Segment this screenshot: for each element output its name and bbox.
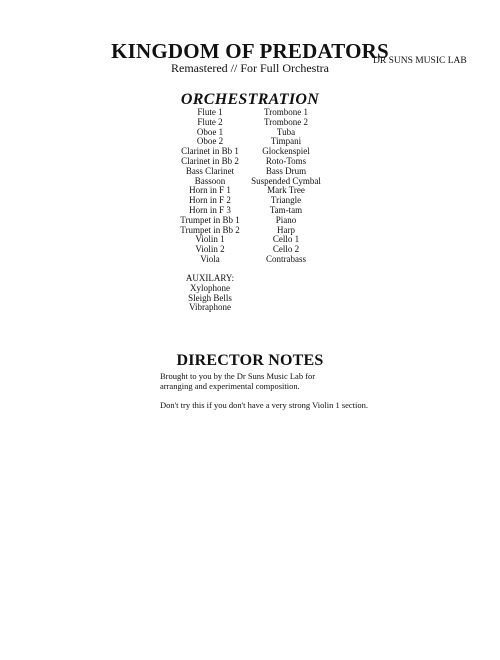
instrument-item: Horn in F 3 <box>189 204 231 215</box>
auxiliary-label: AUXILARY: <box>185 273 235 283</box>
notes-line: arranging and experimental composition. <box>160 380 300 391</box>
instrument-item: Roto-Toms <box>265 155 307 166</box>
instrument-item: Violin 1 <box>195 234 225 245</box>
instrument-item: Trombone 1 <box>264 107 308 117</box>
piece-title: KINGDOM OF PREDATORS <box>111 39 389 63</box>
instrument-item: Bass Drum <box>265 165 307 176</box>
instrument-item: Viola <box>200 253 220 264</box>
instrument-item: Tuba <box>276 126 296 137</box>
instrument-item: Oboe 1 <box>196 126 224 137</box>
instrument-item: Horn in F 1 <box>189 185 231 196</box>
instrument-item: Cello 1 <box>272 234 300 245</box>
instrument-item: Clarinet in Bb 2 <box>181 155 239 166</box>
instrument-list-left <box>170 108 250 265</box>
composer-credit: DR SUNS MUSIC LAB <box>373 56 467 66</box>
instrument-item: Trumpet in Bb 1 <box>180 214 240 225</box>
instrument-item: Glockenspiel <box>262 146 310 157</box>
auxiliary-list <box>170 274 250 313</box>
instrument-item: Mark Tree <box>267 185 305 196</box>
instrument-item: Vibraphone <box>189 302 231 313</box>
instrument-item: Flute 1 <box>197 107 223 117</box>
instrument-item: Horn in F 2 <box>189 195 231 206</box>
instrument-item: Sleigh Bells <box>188 292 232 303</box>
instrument-item: Oboe 2 <box>196 136 224 147</box>
notes-paragraph <box>160 372 440 391</box>
instrument-item: Bass Clarinet <box>185 165 235 176</box>
instrument-item: Piano <box>275 214 297 225</box>
instrument-item: Xylophone <box>190 282 230 293</box>
instrument-item: Cello 2 <box>272 244 300 255</box>
instrument-item: Contrabass <box>266 253 306 264</box>
instrument-item: Tam-tam <box>269 204 303 215</box>
notes-line: Brought to you by the Dr Suns Music Lab for <box>160 371 316 381</box>
instrument-item: Clarinet in Bb 1 <box>181 146 239 157</box>
instrument-item: Trombone 2 <box>264 116 308 127</box>
notes-paragraph <box>160 401 440 411</box>
director-notes-heading: DIRECTOR NOTES <box>176 352 324 369</box>
instrument-item: Trumpet in Bb 2 <box>180 224 240 235</box>
notes-line: Don't try this if you don't have a very strong Violin 1 section. <box>160 399 369 410</box>
orchestration-heading: ORCHESTRATION <box>180 91 320 108</box>
instrument-item: Bassoon <box>194 175 226 186</box>
instrument-item: Timpani <box>270 136 302 147</box>
director-notes-body <box>160 372 440 420</box>
instrument-item: Triangle <box>270 195 302 206</box>
instrument-item: Flute 2 <box>197 116 223 127</box>
piece-subtitle: Remastered // For Full Orchestra <box>171 61 329 75</box>
instrument-list-right <box>246 108 326 265</box>
instrument-item: Suspended Cymbal <box>251 175 321 186</box>
instrument-item: Violin 2 <box>195 244 225 255</box>
instrument-item: Harp <box>277 224 295 235</box>
